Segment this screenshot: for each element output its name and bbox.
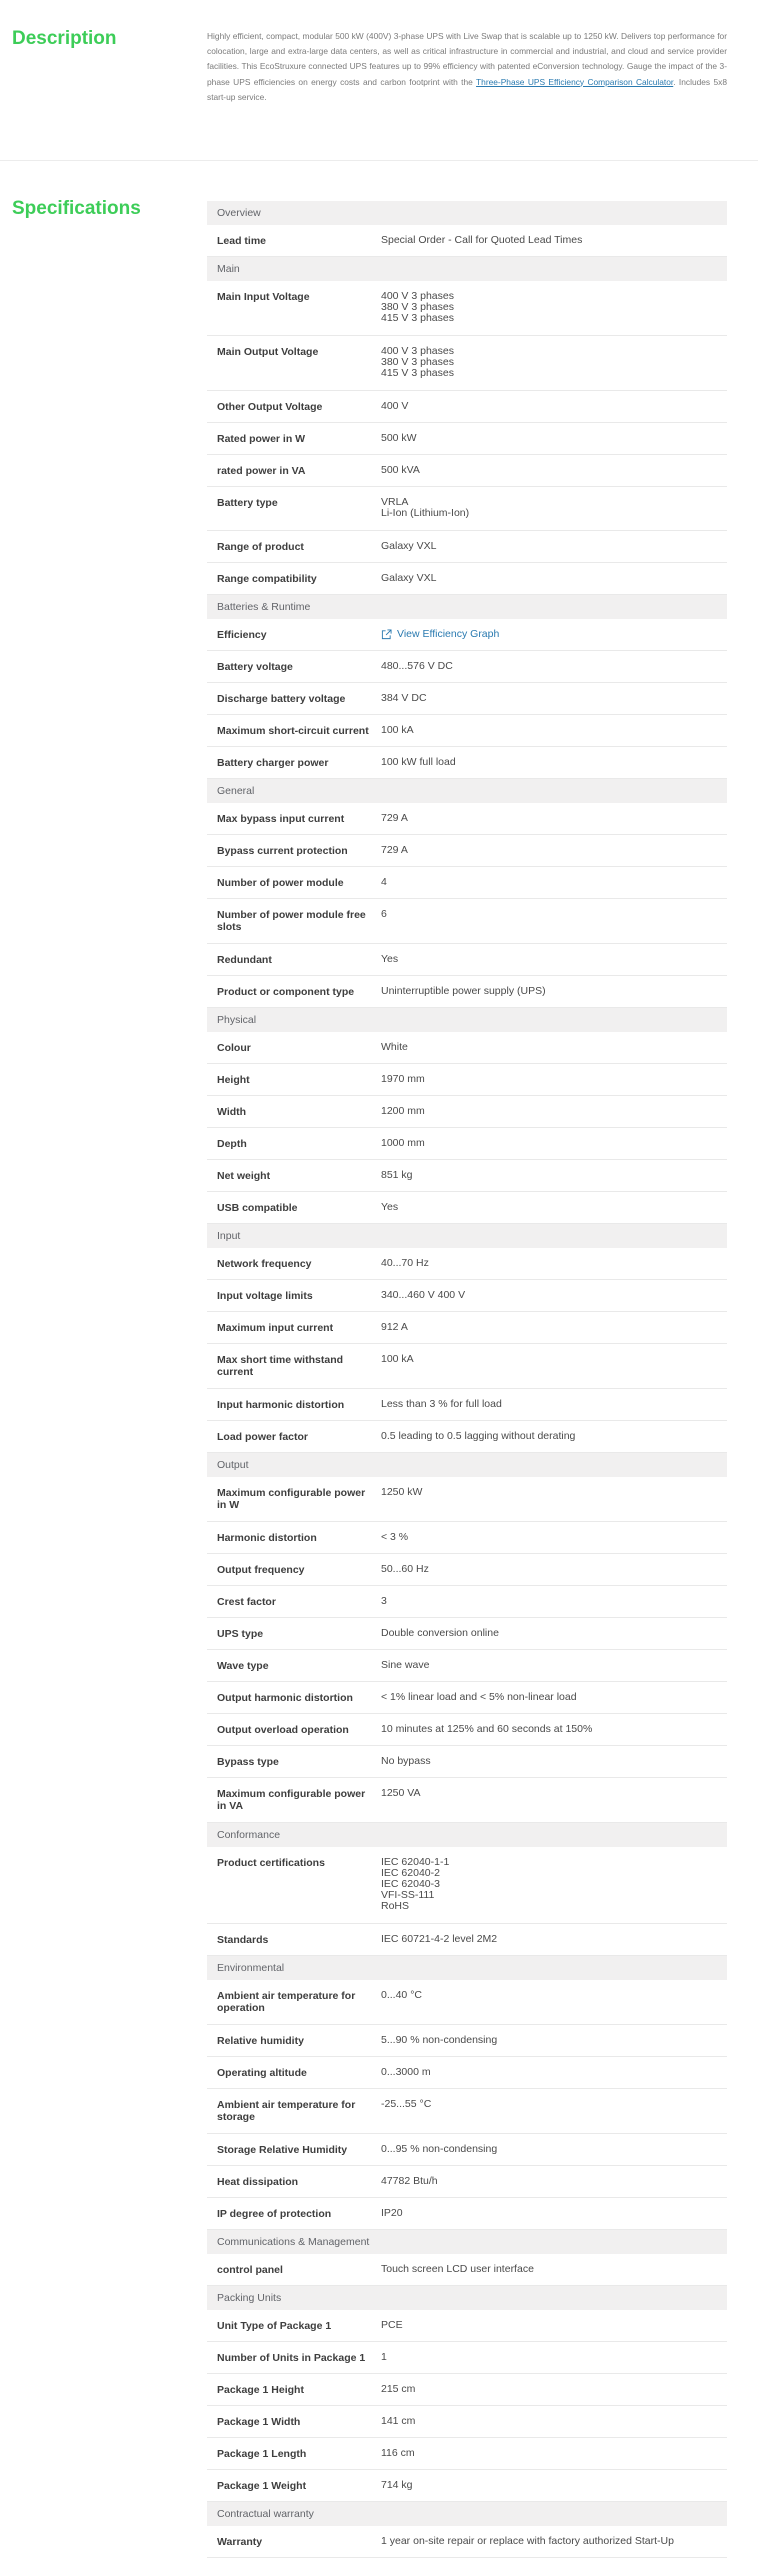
- spec-value: [381, 433, 727, 454]
- spec-label: UPS type: [217, 1628, 264, 1640]
- spec-label: Output harmonic distortion: [217, 1692, 353, 1704]
- spec-row: [207, 336, 727, 391]
- spec-label: Battery charger power: [217, 757, 329, 769]
- spec-label: rated power in VA: [217, 465, 306, 477]
- spec-value: [381, 1756, 727, 1777]
- spec-row: [207, 1312, 727, 1344]
- spec-label: Storage Relative Humidity: [217, 2144, 348, 2156]
- spec-label: Output overload operation: [217, 1724, 349, 1736]
- spec-value: [381, 2099, 727, 2133]
- spec-value: [381, 629, 727, 650]
- spec-label: Product or component type: [217, 986, 355, 998]
- spec-value-line: 0...40 °C: [381, 1989, 422, 2001]
- spec-label: Depth: [217, 1138, 247, 1150]
- spec-group-header: Contractual warranty: [207, 2502, 727, 2526]
- spec-group-header: Batteries & Runtime: [207, 595, 727, 619]
- spec-value: [381, 1788, 727, 1822]
- spec-group-header: Physical: [207, 1008, 727, 1032]
- spec-label: Output frequency: [217, 1564, 305, 1576]
- spec-value: [381, 2264, 727, 2285]
- spec-value: [381, 2536, 727, 2557]
- spec-row: [207, 803, 727, 835]
- spec-value-line: 5...90 % non-condensing: [381, 2034, 498, 2046]
- spec-value: [381, 1258, 727, 1279]
- spec-value: [381, 2176, 727, 2197]
- spec-row: [207, 2254, 727, 2286]
- spec-value-line: < 3 %: [381, 1531, 409, 1543]
- spec-row: [207, 2166, 727, 2198]
- spec-row: [207, 455, 727, 487]
- spec-value-line: 3: [381, 1595, 387, 1607]
- external-link-icon: [381, 629, 392, 640]
- spec-row: [207, 1586, 727, 1618]
- spec-label: Battery voltage: [217, 661, 293, 673]
- spec-label: Maximum configurable power in VA: [217, 1788, 366, 1812]
- spec-value: [381, 2480, 727, 2501]
- spec-group-header: Communications & Management: [207, 2230, 727, 2254]
- spec-value-line: VFI-SS-111: [381, 1889, 435, 1901]
- spec-row: [207, 391, 727, 423]
- spec-value: [381, 1692, 727, 1713]
- spec-value: [381, 1660, 727, 1681]
- spec-label: Operating altitude: [217, 2067, 307, 2079]
- description-section: [0, 0, 758, 161]
- spec-row: [207, 747, 727, 779]
- spec-value: [381, 2384, 727, 2405]
- spec-value-line: -25...55 °C: [381, 2098, 432, 2110]
- spec-value: [381, 2448, 727, 2469]
- spec-row: [207, 899, 727, 944]
- spec-row: [207, 1714, 727, 1746]
- spec-value: [381, 465, 727, 486]
- spec-value-line: 851 kg: [381, 1169, 413, 1181]
- description-body-end: . Includes 5x8 start-up service.: [207, 76, 727, 102]
- spec-group-header: Main: [207, 257, 727, 281]
- spec-row: [207, 2438, 727, 2470]
- spec-value-line: PCE: [381, 2319, 403, 2331]
- spec-row: [207, 2025, 727, 2057]
- spec-label: control panel: [217, 2264, 283, 2276]
- spec-value: [381, 1564, 727, 1585]
- spec-value-line: 400 V: [381, 400, 409, 412]
- spec-value-line: No bypass: [381, 1755, 431, 1767]
- spec-group-header: Input: [207, 1224, 727, 1248]
- spec-label: Maximum configurable power in W: [217, 1487, 366, 1511]
- spec-value: [381, 1399, 727, 1420]
- spec-group-header: Output: [207, 1453, 727, 1477]
- spec-label: Rated power in W: [217, 433, 306, 445]
- spec-label: Ambient air temperature for operation: [217, 1990, 356, 2014]
- spec-value-line: 116 cm: [381, 2447, 415, 2459]
- spec-label: Max short time withstand current: [217, 1354, 344, 1378]
- spec-value: [381, 2067, 727, 2088]
- spec-value-line: 47782 Btu/h: [381, 2175, 438, 2187]
- spec-label: Harmonic distortion: [217, 1532, 317, 1544]
- spec-value-line: 400 V 3 phases: [381, 345, 454, 357]
- spec-label: Package 1 Length: [217, 2448, 307, 2460]
- spec-value-line: IEC 60721-4-2 level 2M2: [381, 1933, 498, 1945]
- spec-value: [381, 1354, 727, 1388]
- spec-value-line: 1970 mm: [381, 1073, 425, 1085]
- spec-value-line: 714 kg: [381, 2479, 413, 2491]
- spec-group-header: Overview: [207, 201, 727, 225]
- description-heading: Description: [12, 28, 117, 49]
- spec-value-line: Galaxy VXL: [381, 572, 437, 584]
- spec-value: [381, 497, 727, 524]
- spec-row: [207, 2134, 727, 2166]
- efficiency-calculator-link[interactable]: Three-Phase UPS Efficiency Comparison Calculator: [476, 76, 674, 87]
- spec-value-line: 729 A: [381, 812, 408, 824]
- spec-label: Number of power module: [217, 877, 344, 889]
- spec-label: Load power factor: [217, 1431, 309, 1443]
- spec-value: [381, 2352, 727, 2373]
- specifications-heading: Specifications: [12, 198, 141, 219]
- spec-value: [381, 693, 727, 714]
- spec-label: Other Output Voltage: [217, 401, 323, 413]
- spec-row: [207, 2526, 727, 2558]
- spec-label: Input harmonic distortion: [217, 1399, 345, 1411]
- spec-group-header: Environmental: [207, 1956, 727, 1980]
- spec-value: [381, 346, 727, 384]
- spec-row: [207, 1924, 727, 1956]
- spec-label: Maximum short-circuit current: [217, 725, 369, 737]
- spec-row: [207, 1160, 727, 1192]
- spec-value-line: Double conversion online: [381, 1627, 499, 1639]
- spec-value-line: 380 V 3 phases: [381, 301, 454, 313]
- spec-value-line: 480...576 V DC: [381, 660, 453, 672]
- spec-value: [381, 845, 727, 866]
- spec-value-line: 340...460 V 400 V: [381, 1289, 466, 1301]
- spec-label: Relative humidity: [217, 2035, 304, 2047]
- spec-value: [381, 1596, 727, 1617]
- spec-label: Range of product: [217, 541, 304, 553]
- spec-value: [381, 1724, 727, 1745]
- spec-label: Battery type: [217, 497, 278, 509]
- spec-value-line: IEC 62040-3: [381, 1878, 440, 1890]
- spec-row: [207, 1682, 727, 1714]
- spec-value: [381, 1202, 727, 1223]
- spec-value: [381, 541, 727, 562]
- spec-label: Main Output Voltage: [217, 346, 319, 358]
- spec-value-line: Touch screen LCD user interface: [381, 2263, 534, 2275]
- spec-row: [207, 715, 727, 747]
- spec-value-line: 729 A: [381, 844, 408, 856]
- spec-value-line: 1000 mm: [381, 1137, 425, 1149]
- spec-row: [207, 1248, 727, 1280]
- spec-group-header: Conformance: [207, 1823, 727, 1847]
- spec-value-line: 6: [381, 908, 387, 920]
- spec-row: [207, 2374, 727, 2406]
- spec-value-line: 380 V 3 phases: [381, 356, 454, 368]
- spec-value-line: 215 cm: [381, 2383, 416, 2395]
- spec-value-line: 0...95 % non-condensing: [381, 2143, 498, 2155]
- spec-value-line: 141 cm: [381, 2415, 416, 2427]
- spec-row: [207, 1128, 727, 1160]
- spec-row: [207, 1746, 727, 1778]
- spec-value-line: IEC 62040-2: [381, 1867, 440, 1879]
- spec-label: Range compatibility: [217, 573, 317, 585]
- spec-row: [207, 563, 727, 595]
- spec-row: [207, 281, 727, 336]
- spec-value-line: 50...60 Hz: [381, 1563, 429, 1575]
- spec-value-line: 1200 mm: [381, 1105, 425, 1117]
- spec-label: Main Input Voltage: [217, 291, 310, 303]
- spec-row: [207, 1650, 727, 1682]
- spec-value: [381, 1322, 727, 1343]
- spec-row: [207, 1980, 727, 2025]
- spec-value: [381, 661, 727, 682]
- spec-value: [381, 291, 727, 329]
- spec-value-line: < 1% linear load and < 5% non-linear load: [381, 1691, 577, 1703]
- spec-row: [207, 1096, 727, 1128]
- spec-value: [381, 1857, 727, 1917]
- spec-label: Number of Units in Package 1: [217, 2352, 366, 2364]
- spec-value: [381, 1106, 727, 1127]
- spec-value-line: 10 minutes at 125% and 60 seconds at 150%: [381, 1723, 593, 1735]
- spec-value: [381, 2320, 727, 2341]
- spec-row: [207, 1618, 727, 1650]
- spec-label: Network frequency: [217, 1258, 312, 1270]
- view-efficiency-graph-link[interactable]: [381, 629, 727, 640]
- spec-row: [207, 1847, 727, 1924]
- spec-row: [207, 867, 727, 899]
- spec-value: [381, 725, 727, 746]
- spec-row: [207, 2057, 727, 2089]
- specifications-table: [207, 201, 727, 2558]
- spec-row: [207, 423, 727, 455]
- spec-row: [207, 976, 727, 1008]
- spec-value-line: Yes: [381, 1201, 399, 1213]
- spec-label: Lead time: [217, 235, 267, 247]
- spec-label: Efficiency: [217, 629, 267, 641]
- spec-label: Package 1 Width: [217, 2416, 301, 2428]
- spec-value: [381, 1138, 727, 1159]
- spec-row: [207, 1522, 727, 1554]
- spec-value-line: 384 V DC: [381, 692, 427, 704]
- spec-label: Heat dissipation: [217, 2176, 299, 2188]
- spec-value-line: White: [381, 1041, 408, 1053]
- spec-row: [207, 2470, 727, 2502]
- spec-row: [207, 487, 727, 531]
- spec-value: [381, 2144, 727, 2165]
- spec-value: [381, 757, 727, 778]
- spec-group-header: General: [207, 779, 727, 803]
- spec-value-line: 1 year on-site repair or replace with factory authorized Start-Up: [381, 2535, 674, 2547]
- spec-label: Number of power module free slots: [217, 909, 366, 933]
- spec-row: [207, 2089, 727, 2134]
- spec-value-line: 415 V 3 phases: [381, 312, 454, 324]
- spec-label: Discharge battery voltage: [217, 693, 346, 705]
- spec-value-line: 1: [381, 2351, 387, 2363]
- spec-value: [381, 1431, 727, 1452]
- spec-value: [381, 1628, 727, 1649]
- spec-label: Bypass type: [217, 1756, 279, 1768]
- spec-value-line: 500 kW: [381, 432, 417, 444]
- spec-value: [381, 2208, 727, 2229]
- spec-label: USB compatible: [217, 1202, 298, 1214]
- spec-row: [207, 619, 727, 651]
- spec-value-line: 400 V 3 phases: [381, 290, 454, 302]
- spec-label: Input voltage limits: [217, 1290, 313, 1302]
- spec-label: Package 1 Height: [217, 2384, 304, 2396]
- spec-value-line: Galaxy VXL: [381, 540, 437, 552]
- view-efficiency-graph-label: View Efficiency Graph: [397, 628, 500, 640]
- spec-row: [207, 1554, 727, 1586]
- spec-label: Redundant: [217, 954, 272, 966]
- spec-row: [207, 2310, 727, 2342]
- spec-value-line: Special Order - Call for Quoted Lead Times: [381, 234, 583, 246]
- spec-value-line: 0...3000 m: [381, 2066, 431, 2078]
- spec-row: [207, 1477, 727, 1522]
- spec-label: IP degree of protection: [217, 2208, 332, 2220]
- spec-row: [207, 531, 727, 563]
- spec-row: [207, 2406, 727, 2438]
- spec-row: [207, 651, 727, 683]
- spec-value-line: VRLA: [381, 496, 409, 508]
- spec-value-line: Less than 3 % for full load: [381, 1398, 502, 1410]
- spec-label: Width: [217, 1106, 247, 1118]
- spec-value-line: Uninterruptible power supply (UPS): [381, 985, 546, 997]
- spec-row: [207, 683, 727, 715]
- spec-value-line: Yes: [381, 953, 399, 965]
- spec-value: [381, 1290, 727, 1311]
- spec-value: [381, 1990, 727, 2024]
- spec-value-line: RoHS: [381, 1900, 410, 1912]
- spec-value: [381, 1042, 727, 1063]
- spec-label: Standards: [217, 1934, 269, 1946]
- spec-label: Wave type: [217, 1660, 269, 1672]
- description-text: [207, 29, 727, 105]
- spec-row: [207, 1280, 727, 1312]
- spec-label: Height: [217, 1074, 250, 1086]
- spec-label: Bypass current protection: [217, 845, 348, 857]
- spec-label: Colour: [217, 1042, 251, 1054]
- spec-label: Product certifications: [217, 1857, 325, 1869]
- spec-value-line: 1250 kW: [381, 1486, 423, 1498]
- spec-value: [381, 1532, 727, 1553]
- spec-row: [207, 2198, 727, 2230]
- spec-value: [381, 1487, 727, 1521]
- spec-value-line: 500 kVA: [381, 464, 420, 476]
- spec-label: Ambient air temperature for storage: [217, 2099, 356, 2123]
- spec-value: [381, 877, 727, 898]
- spec-row: [207, 1389, 727, 1421]
- spec-label: Warranty: [217, 2536, 263, 2548]
- spec-value-line: 40...70 Hz: [381, 1257, 429, 1269]
- spec-value-line: 415 V 3 phases: [381, 367, 454, 379]
- spec-value-line: 4: [381, 876, 387, 888]
- spec-value: [381, 1074, 727, 1095]
- spec-value-line: 0.5 leading to 0.5 lagging without derating: [381, 1430, 576, 1442]
- spec-label: Net weight: [217, 1170, 271, 1182]
- spec-value: [381, 954, 727, 975]
- spec-row: [207, 225, 727, 257]
- spec-value-line: 100 kA: [381, 724, 414, 736]
- spec-value: [381, 2416, 727, 2437]
- spec-value: [381, 2035, 727, 2056]
- spec-row: [207, 835, 727, 867]
- spec-row: [207, 1032, 727, 1064]
- spec-value: [381, 1170, 727, 1191]
- description-body: Highly efficient, compact, modular 500 kW (400V) 3-phase UPS with Live Swap that is scalable up to 1250 kW. Delivers top performance for colocation, large and extra-large data centers, as well as critical infrastructure in commercial and industrial, and cloud and service provider facilities. This EcoStruxure connected UPS features up to 99% efficiency with patented eConversion technology. Gauge the impact of the 3-phase UPS efficiencies on energy costs and carbon footprint with the: [207, 31, 727, 87]
- spec-group-header: Packing Units: [207, 2286, 727, 2310]
- spec-value: [381, 909, 727, 943]
- spec-value-line: 100 kA: [381, 1353, 414, 1365]
- spec-value: [381, 813, 727, 834]
- spec-value-line: Sine wave: [381, 1659, 430, 1671]
- spec-row: [207, 1421, 727, 1453]
- spec-value: [381, 573, 727, 594]
- spec-value-line: 1250 VA: [381, 1787, 421, 1799]
- spec-value: [381, 235, 727, 256]
- spec-value-line: 912 A: [381, 1321, 408, 1333]
- spec-row: [207, 944, 727, 976]
- spec-row: [207, 2342, 727, 2374]
- spec-row: [207, 1064, 727, 1096]
- spec-label: Crest factor: [217, 1596, 276, 1608]
- spec-label: Max bypass input current: [217, 813, 345, 825]
- spec-value-line: Li-Ion (Lithium-Ion): [381, 507, 470, 519]
- spec-value: [381, 401, 727, 422]
- spec-row: [207, 1778, 727, 1823]
- spec-label: Maximum input current: [217, 1322, 334, 1334]
- spec-label: Package 1 Weight: [217, 2480, 307, 2492]
- spec-value: [381, 1934, 727, 1955]
- spec-value-line: IEC 62040-1-1: [381, 1856, 450, 1868]
- spec-row: [207, 1344, 727, 1389]
- spec-row: [207, 1192, 727, 1224]
- spec-value: [381, 986, 727, 1007]
- spec-label: Unit Type of Package 1: [217, 2320, 332, 2332]
- spec-value-line: IP20: [381, 2207, 403, 2219]
- spec-value-line: 100 kW full load: [381, 756, 456, 768]
